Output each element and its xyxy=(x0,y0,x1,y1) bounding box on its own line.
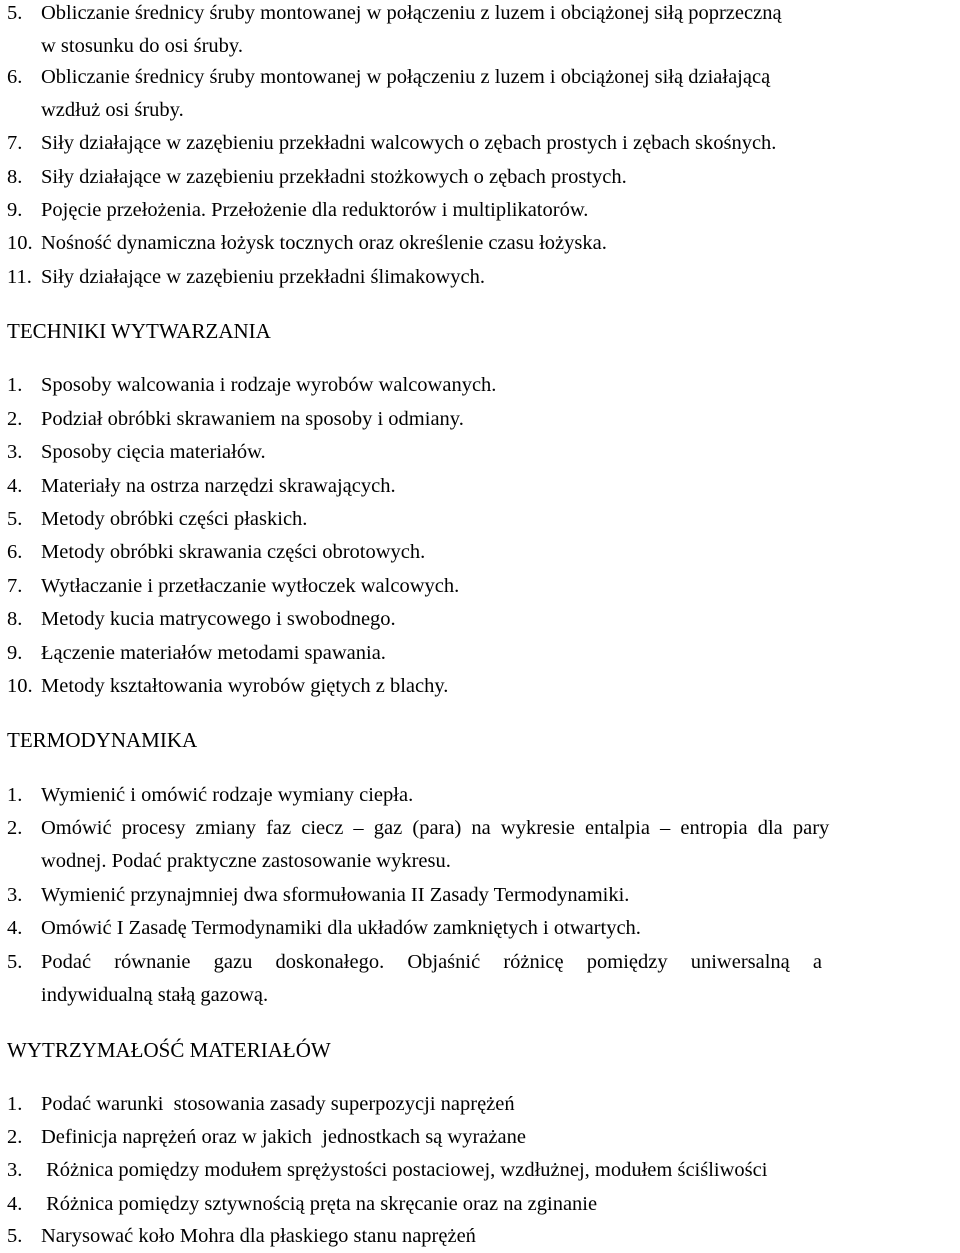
item-text: Siły działające w zazębieniu przekładni walcowych o zębach prostych i zębach skośnych. xyxy=(41,132,777,154)
item-text: Obliczanie średnicy śruby montowanej w połączeniu z luzem i obciążonej siłą działającą xyxy=(41,66,771,88)
section-heading-wytrzymalosc: WYTRZYMAŁOŚĆ MATERIAŁÓW xyxy=(7,1038,331,1062)
item-number: 10. xyxy=(7,232,33,254)
item-text: Metody obróbki części płaskich. xyxy=(41,508,308,530)
item-number: 3. xyxy=(7,1159,23,1181)
item-text: Metody kształtowania wyrobów giętych z blachy. xyxy=(41,675,449,697)
item-number: 3. xyxy=(7,441,23,463)
item-number: 5. xyxy=(7,951,23,973)
item-text: Różnica pomiędzy sztywnością pręta na skręcanie oraz na zginanie xyxy=(41,1193,598,1215)
item-text: Pojęcie przełożenia. Przełożenie dla reduktorów i multiplikatorów. xyxy=(41,199,589,221)
item-number: 9. xyxy=(7,642,23,664)
item-number: 2. xyxy=(7,408,23,430)
item-number: 4. xyxy=(7,917,23,939)
item-text: Sposoby cięcia materiałów. xyxy=(41,441,266,463)
item-number: 6. xyxy=(7,66,23,88)
item-text: w stosunku do osi śruby. xyxy=(41,35,243,57)
item-text: Siły działające w zazębieniu przekładni stożkowych o zębach prostych. xyxy=(41,166,627,188)
item-text: Podać równanie gazu doskonałego. Objaśnić różnicę pomiędzy uniwersalną a xyxy=(41,951,822,973)
item-text: Wytłaczanie i przetłaczanie wytłoczek walcowych. xyxy=(41,575,460,597)
item-number: 6. xyxy=(7,541,23,563)
item-number: 5. xyxy=(7,2,23,24)
item-number: 4. xyxy=(7,475,23,497)
item-number: 1. xyxy=(7,1093,23,1115)
item-number: 7. xyxy=(7,132,23,154)
item-text: wzdłuż osi śruby. xyxy=(41,99,184,121)
item-text: wodnej. Podać praktyczne zastosowanie wykresu. xyxy=(41,850,451,872)
item-text: Podział obróbki skrawaniem na sposoby i odmiany. xyxy=(41,408,464,430)
item-number: 5. xyxy=(7,508,23,530)
item-number: 2. xyxy=(7,817,23,839)
item-text: Metody obróbki skrawania części obrotowych. xyxy=(41,541,426,563)
item-text: Omówić I Zasadę Termodynamiki dla układów zamkniętych i otwartych. xyxy=(41,917,641,939)
item-text: Materiały na ostrza narzędzi skrawających. xyxy=(41,475,396,497)
item-text: indywidualną stałą gazową. xyxy=(41,984,269,1006)
item-number: 1. xyxy=(7,374,23,396)
item-number: 8. xyxy=(7,166,23,188)
item-text: Siły działające w zazębieniu przekładni ślimakowych. xyxy=(41,266,485,288)
item-number: 7. xyxy=(7,575,23,597)
item-number: 3. xyxy=(7,884,23,906)
item-text: Nośność dynamiczna łożysk tocznych oraz określenie czasu łożyska. xyxy=(41,232,607,254)
item-text: Wymienić i omówić rodzaje wymiany ciepła. xyxy=(41,784,414,806)
item-number: 10. xyxy=(7,675,33,697)
item-text: Omówić procesy zmiany faz ciecz – gaz (para) na wykresie entalpia – entropia dla pary xyxy=(41,817,830,839)
item-text: Sposoby walcowania i rodzaje wyrobów walcowanych. xyxy=(41,374,497,396)
item-text: Obliczanie średnicy śruby montowanej w połączeniu z luzem i obciążonej siłą poprzeczną xyxy=(41,2,782,24)
item-number: 11. xyxy=(7,266,32,288)
item-text: Definicja naprężeń oraz w jakich jednostkach są wyrażane xyxy=(41,1126,526,1148)
item-number: 1. xyxy=(7,784,23,806)
section-heading-termodynamika: TERMODYNAMIKA xyxy=(7,728,198,752)
item-number: 5. xyxy=(7,1225,23,1247)
item-number: 9. xyxy=(7,199,23,221)
item-text: Łączenie materiałów metodami spawania. xyxy=(41,642,386,664)
item-number: 8. xyxy=(7,608,23,630)
item-text: Wymienić przynajmniej dwa sformułowania II Zasady Termodynamiki. xyxy=(41,884,630,906)
item-text: Metody kucia matrycowego i swobodnego. xyxy=(41,608,396,630)
item-text: Różnica pomiędzy modułem sprężystości postaciowej, wzdłużnej, modułem ściśliwości xyxy=(41,1159,768,1181)
item-number: 2. xyxy=(7,1126,23,1148)
item-text: Narysować koło Mohra dla płaskiego stanu naprężeń xyxy=(41,1225,476,1247)
section-heading-techniki: TECHNIKI WYTWARZANIA xyxy=(7,319,271,343)
item-text: Podać warunki stosowania zasady superpozycji naprężeń xyxy=(41,1093,515,1115)
item-number: 4. xyxy=(7,1193,23,1215)
